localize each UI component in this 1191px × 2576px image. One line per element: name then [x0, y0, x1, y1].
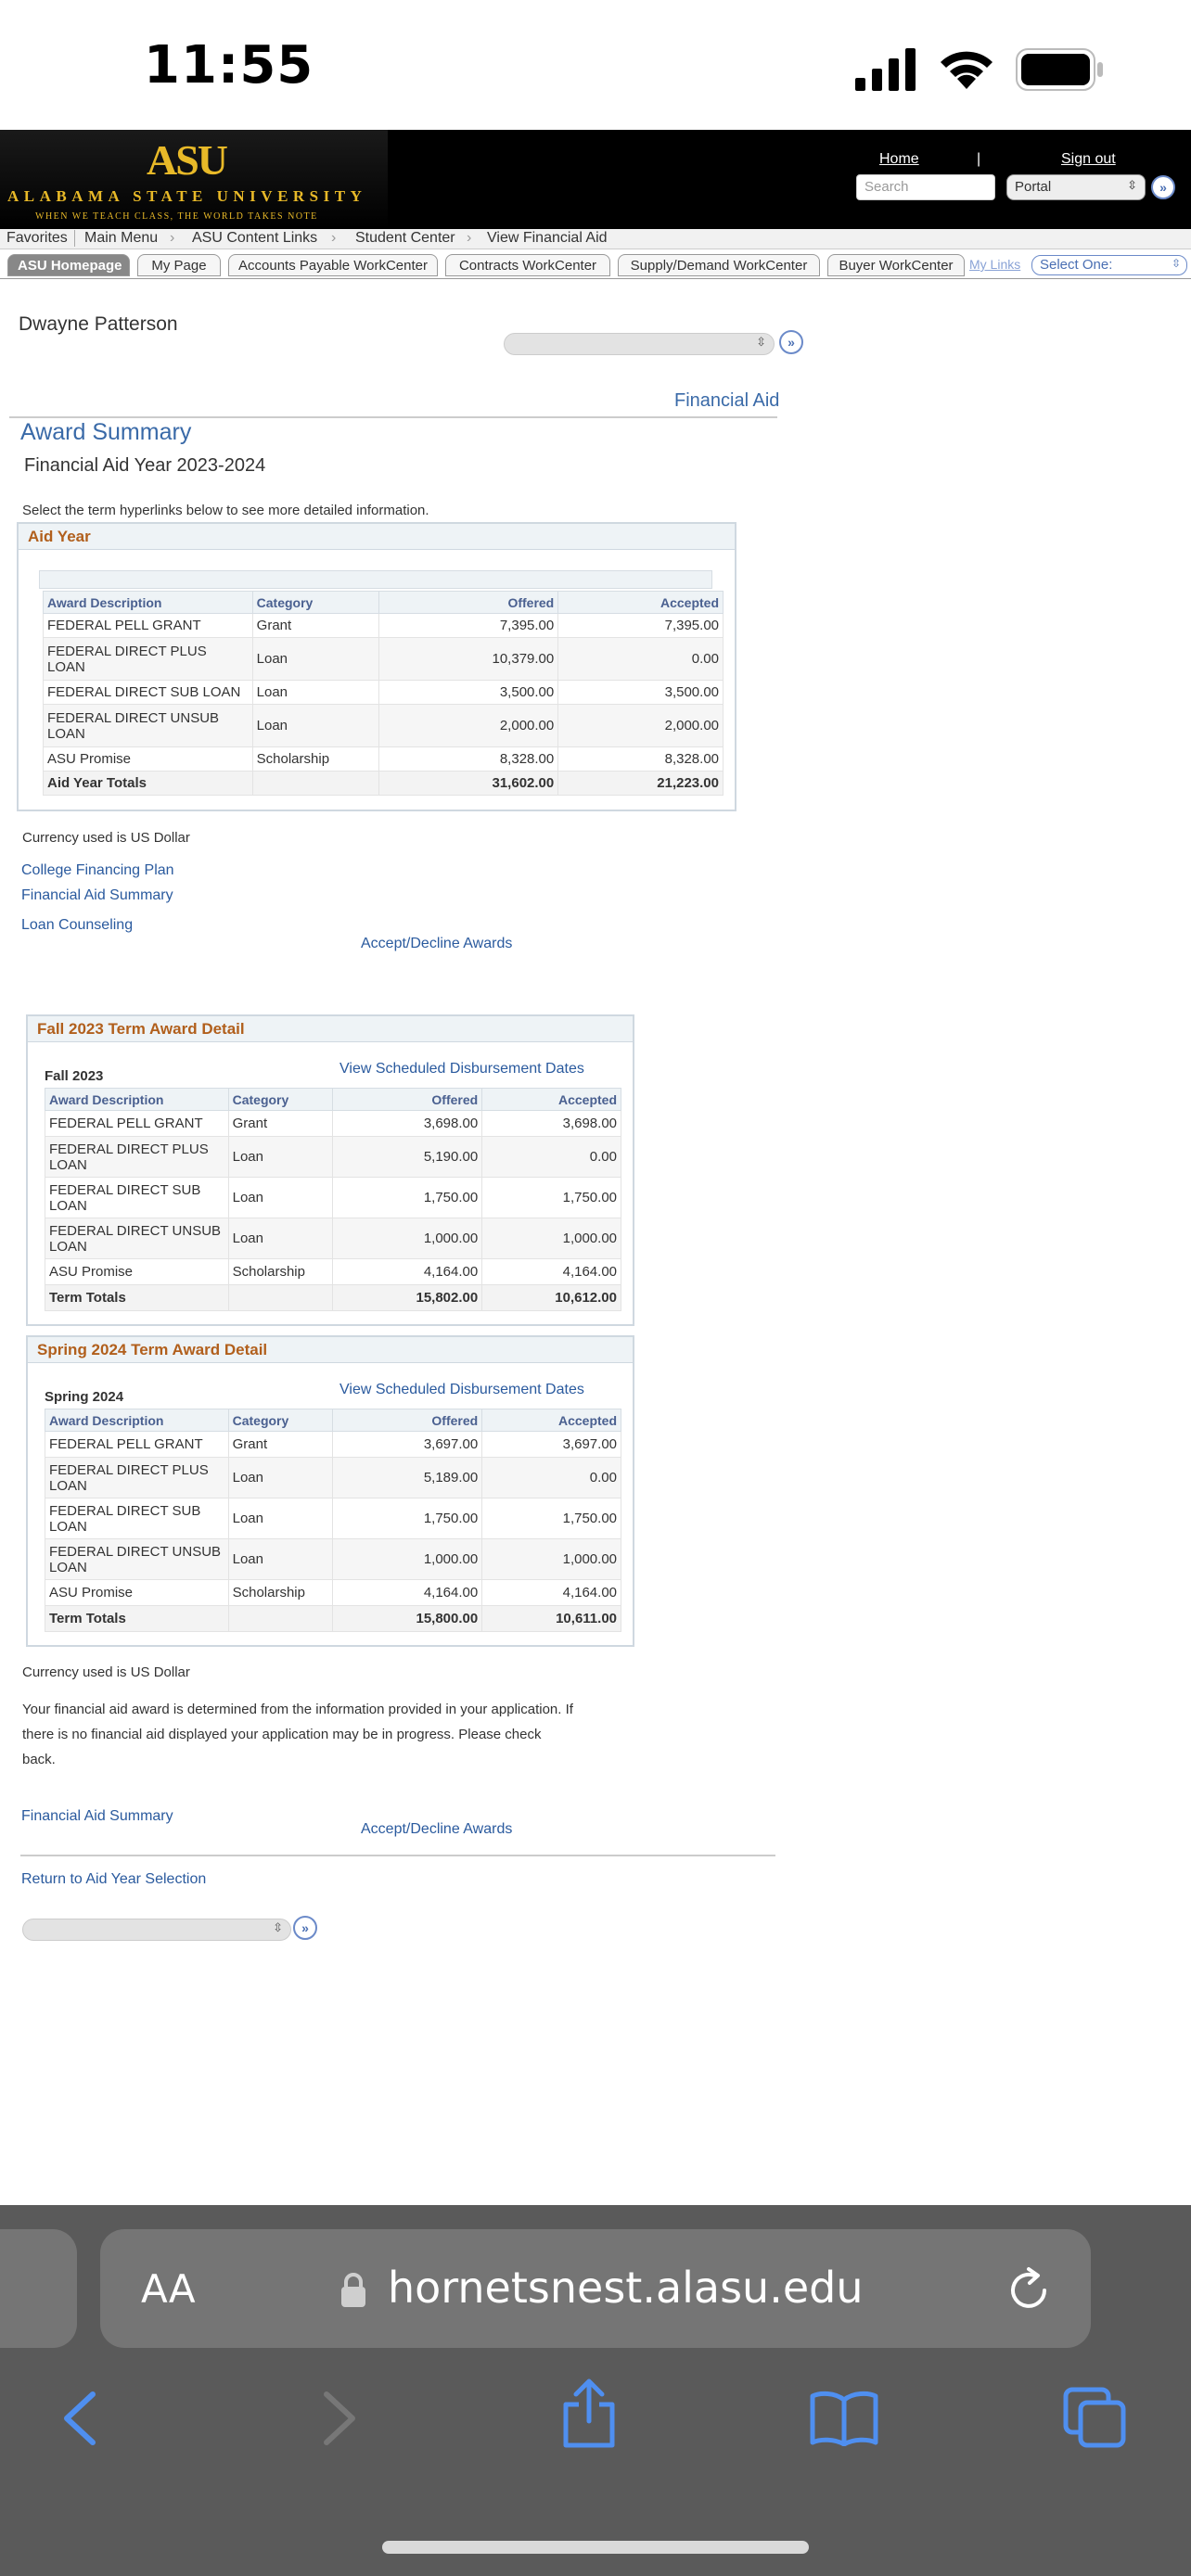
battery-icon [1016, 48, 1105, 91]
return-to-aid-year-link[interactable]: Return to Aid Year Selection [21, 1871, 207, 1887]
award-description: FEDERAL DIRECT PLUS LOAN [45, 1137, 229, 1178]
search-go-icon[interactable]: » [1151, 175, 1175, 199]
loan-counseling-link[interactable]: Loan Counseling [21, 917, 134, 933]
total-category [228, 1285, 332, 1311]
currency-note: Currency used is US Dollar [22, 830, 190, 846]
instruction-text: Select the term hyperlinks below to see more detailed information. [22, 503, 429, 518]
table-row [44, 681, 724, 705]
table-row [45, 1111, 621, 1137]
aid-year-table [43, 591, 724, 796]
total-label: Term Totals [45, 1285, 229, 1311]
breadcrumb-student-center[interactable]: Student Center [355, 230, 455, 246]
award-accepted: 0.00 [482, 1458, 621, 1498]
award-accepted: 1,750.00 [482, 1178, 621, 1218]
table-total-row [44, 772, 724, 796]
tab-accounts-payable[interactable]: Accounts Payable WorkCenter [228, 254, 438, 276]
tab-contracts[interactable]: Contracts WorkCenter [445, 254, 610, 276]
notice-line: Your financial aid award is determined from the information provided in your application. If [22, 1702, 573, 1717]
award-accepted: 0.00 [482, 1137, 621, 1178]
breadcrumb-arrow-icon: › [331, 230, 337, 246]
award-offered: 1,750.00 [332, 1498, 482, 1539]
column-header: Category [228, 1089, 332, 1111]
table-row [45, 1178, 621, 1218]
accept-decline-link-bottom[interactable]: Accept/Decline Awards [361, 1821, 513, 1837]
breadcrumb-content-links[interactable]: ASU Content Links [192, 230, 318, 246]
my-links[interactable]: My Links [969, 257, 1021, 272]
page-nav-select[interactable] [504, 333, 775, 355]
spring-term-label: Spring 2024 [45, 1389, 124, 1405]
award-category: Loan [252, 681, 378, 705]
breadcrumb-arrow-icon: › [467, 230, 472, 246]
column-header: Offered [332, 1089, 482, 1111]
award-description: ASU Promise [44, 747, 253, 772]
column-header: Category [252, 592, 378, 614]
select-one-dropdown[interactable] [1031, 255, 1187, 275]
spring-term-table [45, 1409, 621, 1632]
financial-aid-summary-link[interactable]: Financial Aid Summary [21, 887, 173, 903]
award-category: Loan [228, 1137, 332, 1178]
aid-year-group-title: Aid Year [19, 524, 735, 550]
award-description: FEDERAL PELL GRANT [45, 1111, 229, 1137]
bookmarks-icon[interactable] [809, 2391, 879, 2446]
award-category: Loan [228, 1178, 332, 1218]
award-accepted: 1,750.00 [482, 1498, 621, 1539]
column-header: Accepted [558, 592, 724, 614]
award-accepted: 0.00 [558, 638, 724, 681]
award-offered: 1,000.00 [332, 1539, 482, 1580]
award-description: FEDERAL DIRECT UNSUB LOAN [44, 705, 253, 747]
notice-line: there is no financial aid displayed your application may be in progress. Please check [22, 1727, 542, 1742]
lock-icon [339, 2272, 367, 2309]
table-row [45, 1432, 621, 1458]
breadcrumb-view-financial-aid: View Financial Aid [487, 230, 608, 246]
user-name: Dwayne Patterson [19, 313, 178, 335]
award-offered: 5,189.00 [332, 1458, 482, 1498]
table-row [44, 705, 724, 747]
breadcrumb-favorites[interactable]: Favorites [6, 230, 68, 246]
award-accepted: 7,395.00 [558, 614, 724, 638]
tab-supply-demand[interactable]: Supply/Demand WorkCenter [618, 254, 820, 276]
spring-term-title[interactable]: Spring 2024 Term Award Detail [28, 1337, 633, 1363]
column-header: Accepted [482, 1409, 621, 1432]
award-offered: 3,698.00 [332, 1111, 482, 1137]
select-caret-icon: ⇳ [756, 335, 766, 349]
table-total-row [45, 1606, 621, 1632]
total-label: Term Totals [45, 1606, 229, 1632]
select-one-value: Select One: [1040, 257, 1113, 273]
award-category: Scholarship [228, 1580, 332, 1606]
divider [20, 1855, 775, 1856]
award-accepted: 8,328.00 [558, 747, 724, 772]
award-description: FEDERAL DIRECT SUB LOAN [44, 681, 253, 705]
table-row [45, 1580, 621, 1606]
portal-tab-bar [0, 251, 1191, 279]
award-offered: 4,164.00 [332, 1580, 482, 1606]
award-offered: 7,395.00 [378, 614, 558, 638]
award-summary-title: Award Summary [20, 419, 192, 445]
table-row [44, 747, 724, 772]
award-accepted: 1,000.00 [482, 1218, 621, 1259]
financial-aid-summary-link-bottom[interactable]: Financial Aid Summary [21, 1808, 173, 1824]
accept-decline-link[interactable]: Accept/Decline Awards [361, 936, 513, 951]
college-financing-plan-link[interactable]: College Financing Plan [21, 862, 174, 878]
award-offered: 3,500.00 [378, 681, 558, 705]
award-category: Grant [228, 1432, 332, 1458]
total-offered: 15,800.00 [332, 1606, 482, 1632]
column-header: Accepted [482, 1089, 621, 1111]
tab-my-page[interactable]: My Page [137, 254, 221, 276]
total-offered: 31,602.00 [378, 772, 558, 796]
award-description: FEDERAL DIRECT UNSUB LOAN [45, 1218, 229, 1259]
award-description: FEDERAL PELL GRANT [45, 1432, 229, 1458]
award-description: FEDERAL DIRECT PLUS LOAN [44, 638, 253, 681]
column-header: Award Description [45, 1409, 229, 1432]
portal-select-value: Portal [1015, 179, 1052, 195]
url-text[interactable]: hornetsnest.alasu.edu [388, 2263, 864, 2313]
select-caret-icon: ⇳ [273, 1920, 283, 1934]
column-header: Award Description [45, 1089, 229, 1111]
column-header: Offered [378, 592, 558, 614]
breadcrumb-main-menu[interactable]: Main Menu [74, 230, 158, 247]
award-category: Scholarship [252, 747, 378, 772]
table-row [44, 638, 724, 681]
table-row [45, 1539, 621, 1580]
award-description: FEDERAL PELL GRANT [44, 614, 253, 638]
award-offered: 8,328.00 [378, 747, 558, 772]
award-accepted: 3,698.00 [482, 1111, 621, 1137]
fall-term-group [26, 1014, 634, 1326]
table-row [45, 1458, 621, 1498]
award-accepted: 2,000.00 [558, 705, 724, 747]
award-category: Loan [228, 1539, 332, 1580]
column-header: Offered [332, 1409, 482, 1432]
fall-disbursement-link[interactable]: View Scheduled Disbursement Dates [339, 1061, 584, 1077]
award-description: FEDERAL DIRECT UNSUB LOAN [45, 1539, 229, 1580]
table-row [45, 1137, 621, 1178]
award-offered: 1,000.00 [332, 1218, 482, 1259]
grid-header-bar [39, 570, 712, 589]
column-header: Award Description [44, 592, 253, 614]
award-offered: 10,379.00 [378, 638, 558, 681]
award-category: Grant [252, 614, 378, 638]
award-category: Loan [228, 1458, 332, 1498]
table-row [45, 1259, 621, 1285]
header-separator: | [977, 151, 981, 167]
award-offered: 3,697.00 [332, 1432, 482, 1458]
divider [9, 416, 777, 418]
reload-icon[interactable] [1004, 2265, 1054, 2315]
notice-line: back. [22, 1752, 56, 1767]
spring-term-group [26, 1335, 634, 1647]
home-indicator [382, 2541, 809, 2554]
page-nav-go-icon[interactable]: » [779, 330, 803, 354]
award-accepted: 1,000.00 [482, 1539, 621, 1580]
back-icon[interactable] [58, 2391, 102, 2446]
fall-term-table [45, 1088, 621, 1311]
tab-buyer[interactable]: Buyer WorkCenter [827, 254, 965, 276]
award-accepted: 4,164.00 [482, 1580, 621, 1606]
total-offered: 15,802.00 [332, 1285, 482, 1311]
home-link[interactable]: Home [879, 151, 919, 167]
logo-asu-text: ASU [147, 136, 227, 184]
spring-disbursement-link[interactable]: View Scheduled Disbursement Dates [339, 1382, 584, 1397]
financial-aid-notice [22, 1697, 634, 1772]
forward-icon [317, 2391, 362, 2446]
table-row [45, 1498, 621, 1539]
total-label: Aid Year Totals [44, 772, 253, 796]
award-category: Loan [252, 638, 378, 681]
wifi-icon [937, 46, 996, 91]
previous-tab-preview[interactable] [0, 2229, 77, 2348]
page-heading: Financial Aid [674, 390, 780, 411]
breadcrumb-arrow-icon: › [170, 230, 175, 246]
bottom-nav-select[interactable] [22, 1919, 291, 1941]
total-accepted: 10,611.00 [482, 1606, 621, 1632]
total-accepted: 10,612.00 [482, 1285, 621, 1311]
signout-link[interactable]: Sign out [1061, 151, 1116, 167]
logo-university-name: ALABAMA STATE UNIVERSITY [7, 187, 367, 205]
award-offered: 5,190.00 [332, 1137, 482, 1178]
logo-tagline: WHEN WE TEACH CLASS, THE WORLD TAKES NOTE [35, 211, 318, 222]
select-caret-icon: ⇳ [1127, 178, 1137, 192]
table-row [44, 614, 724, 638]
award-category: Loan [252, 705, 378, 747]
portal-select[interactable] [1006, 174, 1146, 200]
share-icon[interactable] [560, 2378, 618, 2449]
aid-year-title: Financial Aid Year 2023-2024 [24, 455, 266, 476]
search-input[interactable]: Search [856, 174, 995, 200]
award-offered: 2,000.00 [378, 705, 558, 747]
total-category [228, 1606, 332, 1632]
award-accepted: 3,697.00 [482, 1432, 621, 1458]
currency-note-bottom: Currency used is US Dollar [22, 1664, 190, 1680]
reader-aa-button[interactable]: AA [141, 2266, 196, 2312]
award-category: Loan [228, 1218, 332, 1259]
table-row [45, 1218, 621, 1259]
tab-asu-homepage[interactable]: ASU Homepage [7, 254, 130, 276]
award-offered: 1,750.00 [332, 1178, 482, 1218]
award-accepted: 3,500.00 [558, 681, 724, 705]
signal-icon [855, 48, 920, 91]
table-total-row [45, 1285, 621, 1311]
column-header: Category [228, 1409, 332, 1432]
award-description: FEDERAL DIRECT SUB LOAN [45, 1498, 229, 1539]
award-description: ASU Promise [45, 1259, 229, 1285]
total-category [252, 772, 378, 796]
aid-year-group [17, 522, 736, 811]
fall-term-label: Fall 2023 [45, 1068, 104, 1084]
award-description: ASU Promise [45, 1580, 229, 1606]
award-description: FEDERAL DIRECT PLUS LOAN [45, 1458, 229, 1498]
select-caret-icon: ⇳ [1171, 257, 1181, 270]
award-description: FEDERAL DIRECT SUB LOAN [45, 1178, 229, 1218]
award-category: Scholarship [228, 1259, 332, 1285]
award-category: Grant [228, 1111, 332, 1137]
award-accepted: 4,164.00 [482, 1259, 621, 1285]
tabs-icon[interactable] [1063, 2387, 1128, 2448]
fall-term-title[interactable]: Fall 2023 Term Award Detail [28, 1016, 633, 1042]
award-offered: 4,164.00 [332, 1259, 482, 1285]
award-category: Loan [228, 1498, 332, 1539]
total-accepted: 21,223.00 [558, 772, 724, 796]
breadcrumb [0, 229, 1191, 249]
bottom-nav-go-icon[interactable]: » [293, 1916, 317, 1940]
status-time: 11:55 [144, 35, 314, 96]
